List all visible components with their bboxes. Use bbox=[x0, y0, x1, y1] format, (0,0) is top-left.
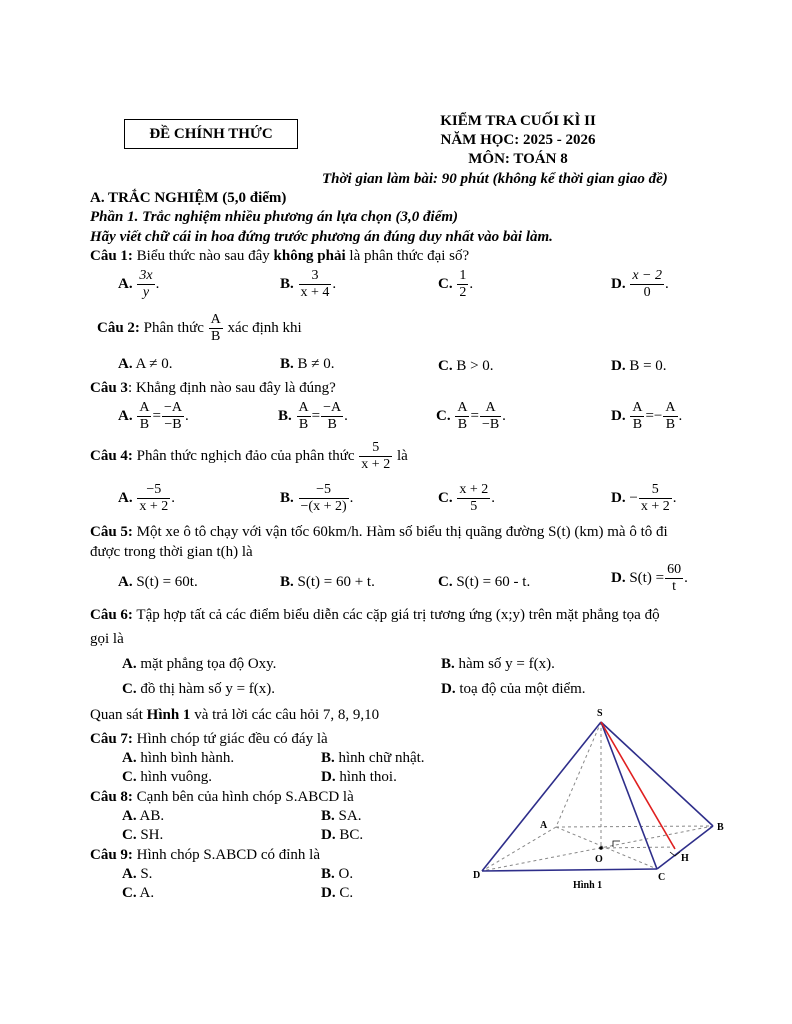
question-label: Câu 6: bbox=[90, 607, 133, 623]
q7-option-a: A. hình bình hành. bbox=[122, 750, 235, 766]
question-label: Câu 5: bbox=[90, 524, 133, 540]
official-label-box bbox=[124, 119, 298, 149]
label-s: S bbox=[597, 708, 603, 719]
question-text: : Khẳng định nào sau đây là đúng? bbox=[127, 380, 336, 396]
q9-option-b: B. O. bbox=[321, 866, 354, 882]
question-9 bbox=[90, 847, 320, 864]
exam-time: Thời gian làm bài: 90 phút (không kể thời gian giao đề) bbox=[322, 171, 668, 187]
q8-option-b: B. SA. bbox=[321, 808, 362, 824]
observe-instruction: Quan sát Hình 1 và trả lời các câu hỏi 7, 8, 9,10 bbox=[90, 707, 380, 723]
question-5-line2: được trong thời gian t(h) là bbox=[90, 544, 253, 560]
section-a-heading: A. TRẮC NGHIỆM (5,0 điểm) bbox=[90, 190, 287, 206]
exam-title: KIỂM TRA CUỐI KÌ II bbox=[440, 113, 596, 129]
official-label: ĐỀ CHÍNH THỨC bbox=[149, 126, 273, 142]
q6-option-d: D. toạ độ của một điểm. bbox=[441, 681, 586, 697]
q8-option-d: D. BC. bbox=[321, 827, 364, 843]
exam-year: NĂM HỌC: 2025 - 2026 bbox=[440, 132, 596, 148]
q5-option-d: D. S(t) = $\frac{60}{t}$ . bbox=[611, 562, 688, 594]
question-label: Câu 7: bbox=[90, 731, 133, 747]
q5-option-a: A. S(t) = 60t. bbox=[118, 574, 198, 590]
option-letter: D. bbox=[611, 275, 626, 292]
q8-option-c: C. SH. bbox=[122, 827, 164, 843]
q3-option-d: D. $\frac{A}{B}$ =− $\frac{A}{B}$ . bbox=[611, 400, 683, 432]
fraction: $\frac{1}{2}$ bbox=[459, 268, 467, 300]
q1-option-a: A. $\frac{3x}{y}$ . bbox=[118, 268, 160, 300]
q4-option-c: C. $\frac{x + 2}{5}$ . bbox=[438, 482, 495, 514]
question-text: là bbox=[396, 447, 408, 464]
q3-option-a: A. $\frac{A}{B}$ = $\frac{-A}{-B}$ . bbox=[118, 400, 189, 432]
question-label: Câu 9: bbox=[90, 847, 133, 863]
label-o: O bbox=[595, 854, 603, 865]
q5-option-c: C. S(t) = 60 - t. bbox=[438, 574, 531, 590]
question-8 bbox=[90, 789, 354, 806]
q1-option-d: D. $\frac{x - 2}{0}$ . bbox=[611, 268, 669, 300]
option-letter: B. bbox=[280, 275, 294, 292]
fraction: $\frac{A}{B}$ bbox=[210, 312, 221, 344]
question-text: Phân thức nghịch đảo của phân thức bbox=[132, 447, 355, 464]
edge-sb bbox=[601, 722, 713, 826]
q7-option-c: C. hình vuông. bbox=[122, 769, 213, 785]
question-label: Câu 1: bbox=[90, 248, 133, 264]
question-2 bbox=[97, 312, 302, 345]
q7-option-d: D. hình thoi. bbox=[321, 769, 397, 785]
right-angle-mark-o bbox=[613, 841, 620, 847]
question-1 bbox=[90, 248, 469, 265]
question-text: Hình chóp tứ giác đều có đáy là bbox=[132, 731, 328, 747]
label-h: H bbox=[681, 853, 689, 864]
question-text: Phân thức bbox=[139, 319, 204, 336]
question-text: Hình chóp S.ABCD có đỉnh là bbox=[132, 847, 320, 863]
question-emphasis: không phải bbox=[273, 248, 346, 264]
q5-option-b: B. S(t) = 60 + t. bbox=[280, 574, 375, 590]
q7-option-b: B. hình chữ nhật. bbox=[321, 750, 425, 766]
edge-sd bbox=[482, 722, 601, 871]
fraction: $\frac{3}{x + 4}$ bbox=[300, 268, 330, 300]
question-label: Câu 4: bbox=[90, 447, 133, 464]
question-4: Câu 4: Phân thức nghịch đảo của phân thức $\frac{5}{x + 2}$ là bbox=[90, 440, 408, 472]
q2-option-c: C. B > 0. bbox=[438, 358, 494, 374]
hidden-edge-sa bbox=[556, 722, 601, 827]
q8-option-a: A. AB. bbox=[122, 808, 165, 824]
figure-caption: Hình 1 bbox=[573, 880, 603, 891]
question-text: Một xe ô tô chạy với vận tốc 60km/h. Hàm số biểu thị quãng đường S(t) (km) mà ô tô đi bbox=[132, 524, 668, 540]
q9-option-d: D. C. bbox=[321, 885, 354, 901]
diagonal-ac bbox=[556, 827, 657, 869]
edge-sc bbox=[601, 722, 657, 869]
slant-height-sh bbox=[601, 722, 675, 849]
question-text: là phân thức đại số? bbox=[345, 248, 470, 264]
edge-dc bbox=[482, 869, 657, 871]
q1-option-c: C. $\frac{1}{2}$ . bbox=[438, 268, 474, 300]
q9-option-c: C. A. bbox=[122, 885, 155, 901]
q6-option-a: A. mặt phẳng tọa độ Oxy. bbox=[122, 656, 277, 672]
question-label: Câu 2: bbox=[97, 319, 140, 336]
q9-option-a: A. S. bbox=[122, 866, 153, 882]
question-6 bbox=[90, 607, 660, 624]
question-text: xác định khi bbox=[227, 319, 302, 336]
q1-option-b: B. $\frac{3}{x + 4}$ . bbox=[280, 268, 337, 300]
question-text: Tập hợp tất cả các điểm biểu diễn các cặp giá trị tương ứng (x;y) trên mặt phẳng tọa độ bbox=[132, 607, 660, 623]
q4-option-d: D. − $\frac{5}{x + 2}$ . bbox=[611, 482, 677, 514]
question-text: Cạnh bên của hình chóp S.ABCD là bbox=[132, 789, 354, 805]
point-o bbox=[599, 846, 603, 850]
part1-heading: Phần 1. Trắc nghiệm nhiều phương án lựa chọn (3,0 điểm) bbox=[90, 209, 459, 225]
option-letter: C. bbox=[438, 275, 453, 292]
hidden-edge-ad bbox=[482, 827, 556, 871]
question-3 bbox=[90, 380, 336, 397]
q6-option-b: B. hàm số y = f(x). bbox=[441, 656, 555, 672]
q6-option-c: C. đồ thị hàm số y = f(x). bbox=[122, 681, 276, 697]
fraction: $\frac{3x}{y}$ bbox=[139, 268, 153, 300]
question-text: Biểu thức nào sau đây bbox=[132, 248, 274, 264]
label-b: B bbox=[717, 822, 724, 833]
label-c: C bbox=[658, 872, 666, 883]
q2-option-d: D. B = 0. bbox=[611, 358, 667, 374]
fraction: $\frac{x - 2}{0}$ bbox=[632, 268, 663, 300]
question-label: Câu 8: bbox=[90, 789, 133, 805]
q2-option-a: A. A ≠ 0. bbox=[118, 356, 173, 372]
pyramid-figure bbox=[470, 700, 740, 895]
label-d: D bbox=[473, 870, 481, 881]
hidden-edge-ab bbox=[556, 826, 713, 827]
label-a: A bbox=[540, 820, 548, 831]
q3-option-b: B. $\frac{A}{B}$ = $\frac{-A}{B}$ . bbox=[278, 400, 348, 432]
question-7 bbox=[90, 731, 328, 748]
segment-oh bbox=[601, 847, 675, 848]
q4-option-a: A. $\frac{-5}{x + 2}$ . bbox=[118, 482, 175, 514]
q3-option-c: C. $\frac{A}{B}$ = $\frac{A}{-B}$ . bbox=[436, 400, 506, 432]
option-letter: A. bbox=[118, 275, 133, 292]
instruction: Hãy viết chữ cái in hoa đứng trước phương án đúng duy nhất vào bài làm. bbox=[90, 229, 553, 245]
q2-option-b: B. B ≠ 0. bbox=[280, 356, 335, 372]
question-label: Câu 3 bbox=[90, 380, 128, 396]
question-6-line2: gọi là bbox=[90, 631, 124, 647]
exam-subject: MÔN: TOÁN 8 bbox=[468, 151, 568, 167]
question-5 bbox=[90, 524, 668, 541]
q4-option-b: B. $\frac{-5}{-(x + 2)}$ . bbox=[280, 482, 354, 514]
